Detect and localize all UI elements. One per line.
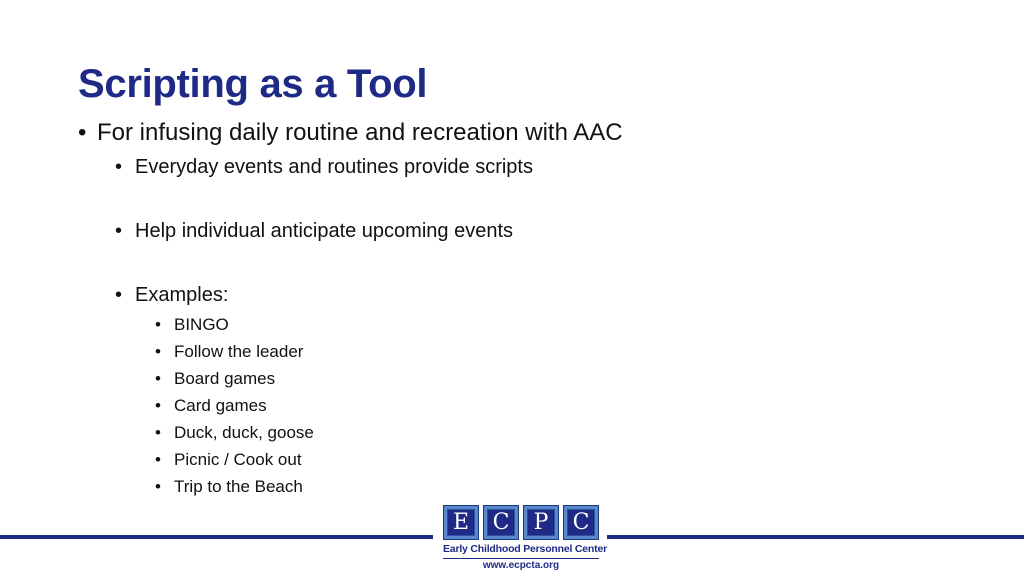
logo-tile: C: [483, 505, 519, 540]
example-item: [155, 396, 267, 416]
example-text: Duck, duck, goose: [174, 423, 314, 442]
bullet-dot: •: [155, 450, 161, 469]
example-text: Picnic / Cook out: [174, 450, 302, 469]
example-text: Card games: [174, 396, 267, 415]
footer-rule-left: [0, 535, 433, 539]
sub-bullet-text: Examples:: [135, 284, 229, 306]
logo-tile: P: [523, 505, 559, 540]
example-item: [155, 369, 275, 389]
logo-url: www.ecpcta.org: [482, 560, 560, 571]
sub-bullet-text: Everyday events and routines provide scripts: [135, 156, 533, 178]
example-item: [155, 477, 303, 497]
ecpc-logo: [443, 505, 607, 575]
bullet-dot: •: [115, 156, 123, 178]
bullet-dot: •: [155, 396, 161, 415]
footer-rule-right: [607, 535, 1024, 539]
logo-tile: E: [443, 505, 479, 540]
sub-bullet-text: Help individual anticipate upcoming events: [135, 220, 514, 242]
bullet-dot: •: [155, 423, 161, 442]
sub-bullet: [115, 220, 513, 243]
logo-divider: [443, 558, 599, 559]
logo-name: Early Childhood Personnel Center: [443, 543, 607, 555]
example-item: [155, 450, 302, 470]
bullet-dot: •: [155, 477, 161, 496]
main-bullet-text: For infusing daily routine and recreation with AAC: [97, 119, 623, 146]
example-text: Trip to the Beach: [174, 477, 303, 496]
bullet-dot: •: [115, 220, 123, 242]
bullet-dot: •: [78, 119, 87, 146]
bullet-dot: •: [155, 315, 161, 334]
logo-tile: C: [563, 505, 599, 540]
example-text: BINGO: [174, 315, 229, 334]
example-text: Board games: [174, 369, 276, 388]
sub-bullet: [115, 284, 228, 307]
example-item: [155, 423, 314, 443]
bullet-dot: •: [115, 284, 123, 306]
bullet-dot: •: [155, 342, 161, 361]
main-bullet: [78, 119, 623, 147]
bullet-dot: •: [155, 369, 161, 388]
example-text: Follow the leader: [174, 342, 304, 361]
sub-bullet: [115, 156, 533, 179]
example-item: [155, 342, 303, 362]
slide-title: Scripting as a Tool: [78, 62, 428, 106]
example-item: [155, 315, 229, 335]
